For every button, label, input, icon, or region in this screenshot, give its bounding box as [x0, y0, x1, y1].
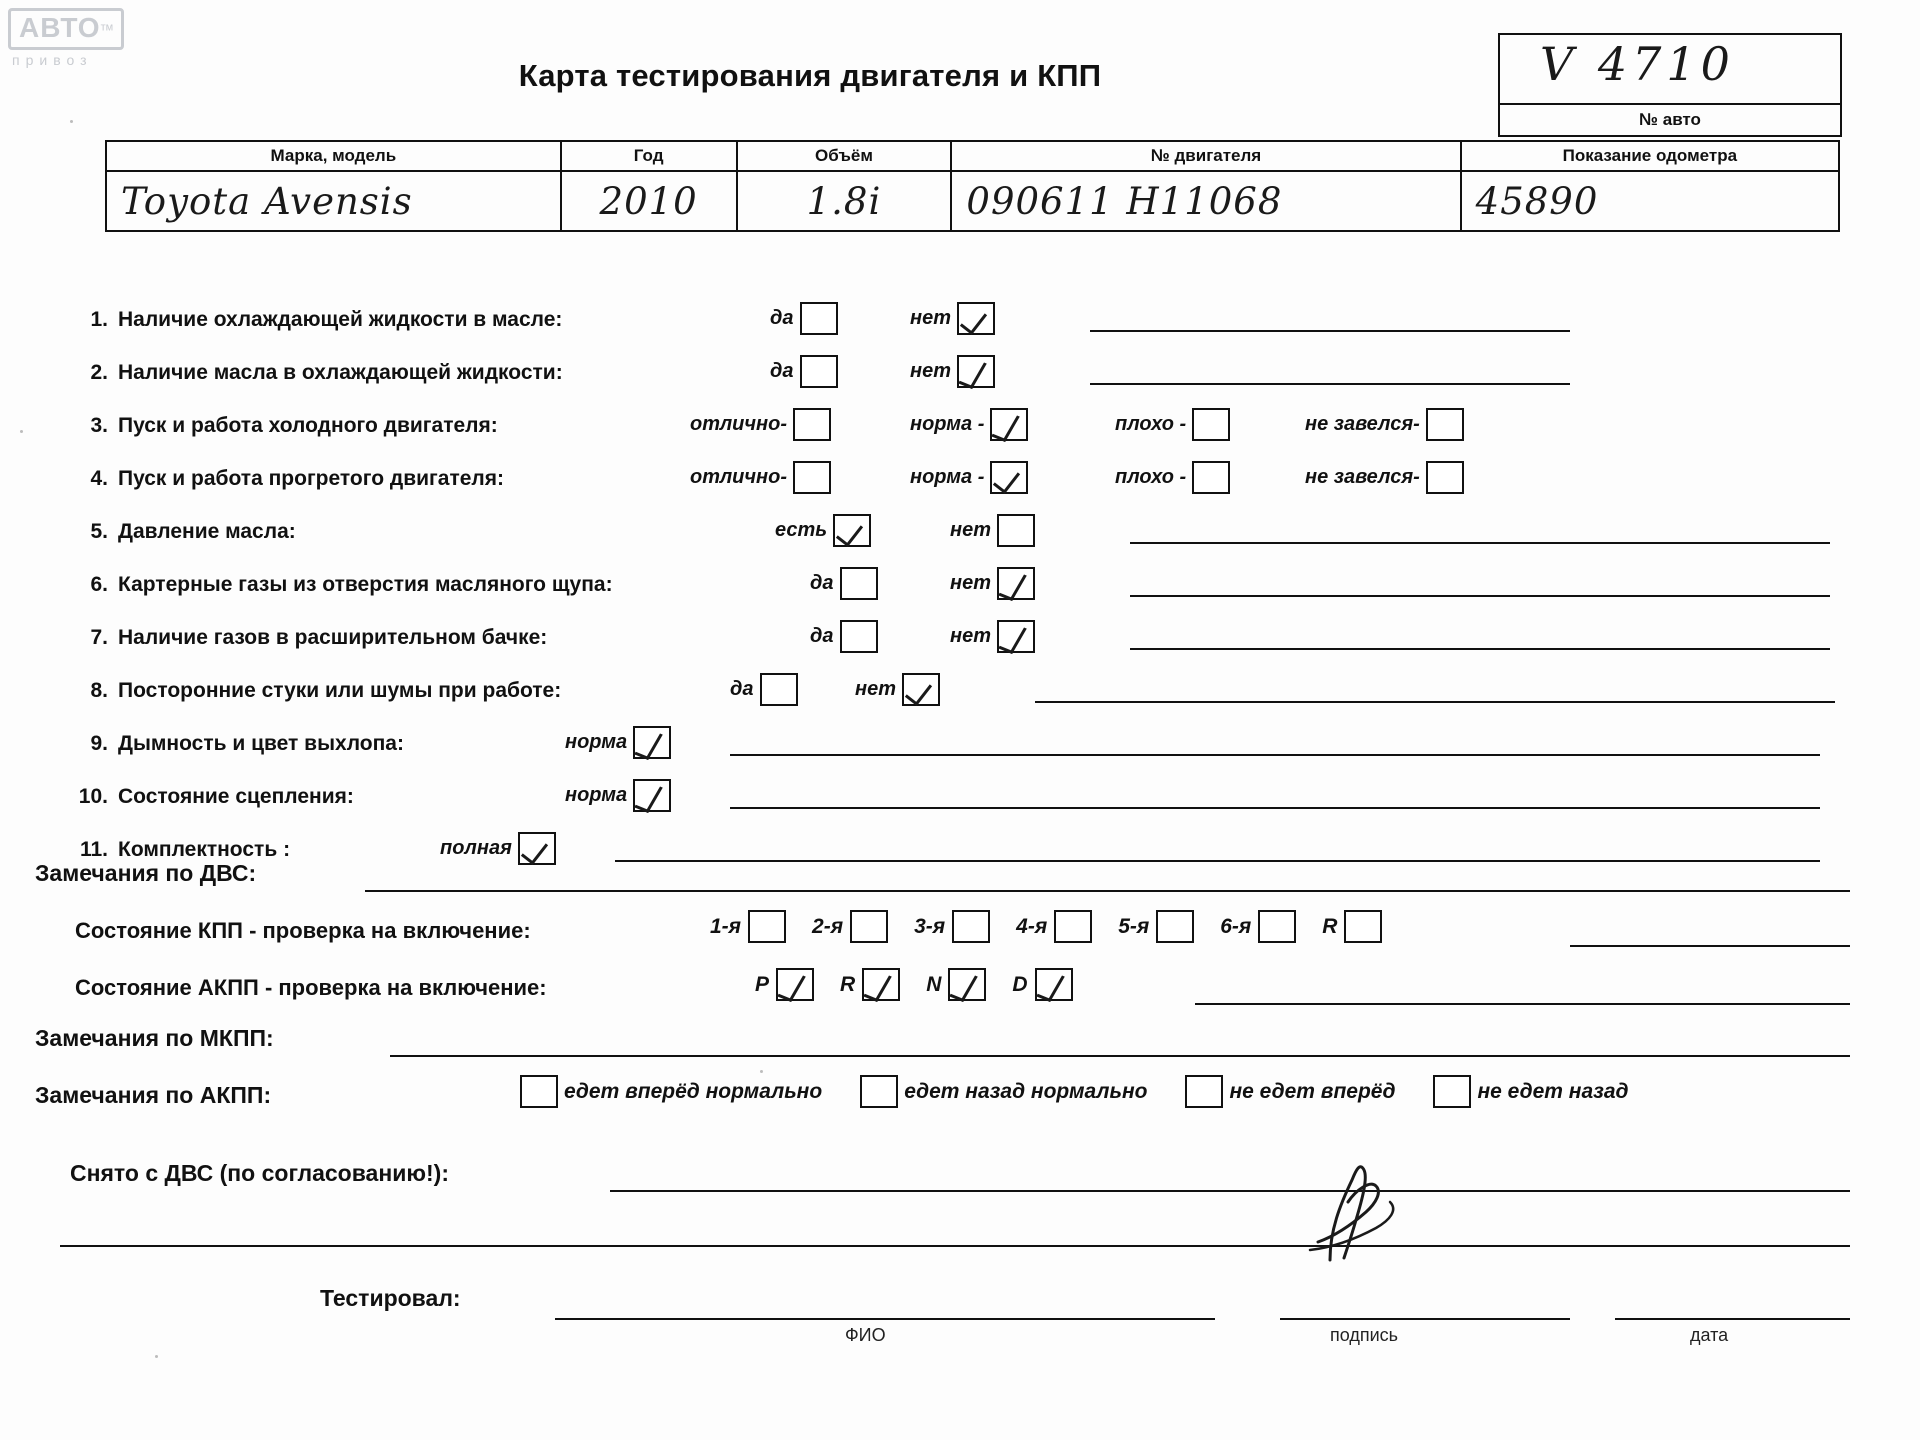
- row-label: Картерные газы из отверстия масляного щупа:: [118, 573, 613, 596]
- option-norma[interactable]: [565, 726, 671, 759]
- date-line[interactable]: [1615, 1318, 1850, 1320]
- table-value-row: [106, 171, 1839, 231]
- option-caption: не едет вперёд: [1229, 1079, 1396, 1103]
- removed-from-line-1[interactable]: [610, 1190, 1850, 1192]
- checkbox-est[interactable]: [833, 514, 871, 547]
- checklist-row: [70, 671, 1860, 724]
- row-label: Посторонние стуки или шумы при работе:: [118, 679, 562, 702]
- checklist-row: [70, 618, 1860, 671]
- akpp-remark-no-reverse[interactable]: [1433, 1075, 1628, 1108]
- option-net[interactable]: [855, 673, 940, 706]
- remarks-mkpp-label: Замечания по МКПП:: [35, 1025, 274, 1051]
- scan-speck: [20, 430, 23, 433]
- mkpp-gear-1[interactable]: [710, 910, 786, 943]
- col-header-engine-number: № двигателя: [951, 141, 1460, 171]
- akpp-remark-forward-ok[interactable]: [520, 1075, 822, 1108]
- mkpp-gear-group: [710, 910, 1408, 943]
- signature-line[interactable]: [1280, 1318, 1570, 1320]
- row-label: Комплектность :: [118, 838, 291, 861]
- option-net[interactable]: [910, 302, 995, 335]
- option-otlichno[interactable]: [690, 461, 831, 494]
- row-label: Наличие масла в охлаждающей жидкости:: [118, 361, 563, 384]
- akpp-gear-group: [755, 968, 1099, 1001]
- option-caption: не едет назад: [1477, 1079, 1629, 1103]
- checkbox-otlichno[interactable]: [793, 408, 831, 441]
- row-label: Пуск и работа прогретого двигателя:: [118, 467, 505, 490]
- option-da[interactable]: [770, 302, 838, 335]
- option-polnaya[interactable]: [440, 832, 556, 865]
- row-number: 5.: [90, 520, 108, 543]
- option-caption: едет вперёд нормально: [564, 1079, 823, 1103]
- option-da[interactable]: [810, 567, 878, 600]
- write-in-line[interactable]: [1090, 330, 1570, 332]
- option-caption: да: [810, 625, 834, 647]
- checklist-row: [70, 724, 1860, 777]
- gear-caption: 5-я: [1118, 914, 1150, 938]
- write-in-line[interactable]: [730, 807, 1820, 809]
- signature-caption: подпись: [1330, 1325, 1399, 1345]
- option-ne-zavelsya[interactable]: [1305, 408, 1464, 441]
- scan-speck: [760, 1070, 763, 1073]
- checkbox-ne-zavelsya[interactable]: [1426, 461, 1464, 494]
- removed-from-label: Снято с ДВС (по согласованию!):: [70, 1160, 449, 1186]
- mkpp-gear-6[interactable]: [1220, 910, 1296, 943]
- option-caption: нет: [950, 519, 991, 541]
- watermark-top-text: АВТО: [19, 12, 101, 43]
- row-number: 2.: [90, 361, 108, 384]
- row-number: 8.: [90, 679, 108, 702]
- checkbox-no-forward[interactable]: [1185, 1075, 1223, 1108]
- row-label: Давление масла:: [118, 520, 296, 543]
- option-da[interactable]: [770, 355, 838, 388]
- gear-caption: 3-я: [914, 914, 946, 938]
- checklist-row: [70, 300, 1860, 353]
- row-label: Состояние сцепления:: [118, 785, 354, 808]
- col-header-volume: Объём: [737, 141, 952, 171]
- checkbox-norma[interactable]: [990, 408, 1028, 441]
- option-caption: да: [730, 678, 754, 700]
- option-caption: нет: [910, 307, 951, 329]
- option-norma[interactable]: [565, 779, 671, 812]
- akpp-gear-d[interactable]: [1012, 968, 1072, 1001]
- option-caption: едет назад нормально: [904, 1079, 1148, 1103]
- checkbox-da[interactable]: [800, 355, 838, 388]
- row-number: 9.: [90, 732, 108, 755]
- checkbox-gear-6[interactable]: [1258, 910, 1296, 943]
- option-caption: норма -: [910, 466, 985, 488]
- checkbox-ne-zavelsya[interactable]: [1426, 408, 1464, 441]
- option-caption: нет: [855, 678, 896, 700]
- checkbox-net[interactable]: [997, 620, 1035, 653]
- remarks-dvs-line[interactable]: [365, 890, 1850, 892]
- gear-caption: N: [926, 972, 942, 996]
- value-volume: 1.8i: [737, 171, 952, 231]
- option-otlichno[interactable]: [690, 408, 831, 441]
- remarks-akpp-label: Замечания по АКПП:: [35, 1082, 272, 1108]
- checkbox-norma[interactable]: [633, 726, 671, 759]
- value-brand-model: Toyota Avensis: [106, 171, 561, 231]
- option-net[interactable]: [910, 355, 995, 388]
- checkbox-net[interactable]: [957, 302, 995, 335]
- checkbox-da[interactable]: [840, 567, 878, 600]
- scan-speck: [70, 120, 73, 123]
- option-caption: нет: [950, 572, 991, 594]
- page-title: Карта тестирования двигателя и КПП: [518, 58, 1102, 93]
- value-engine-number: 090611 Н11068: [951, 171, 1460, 231]
- row-number: 6.: [90, 573, 108, 596]
- akpp-gear-n[interactable]: [926, 968, 986, 1001]
- avtoprivoz-watermark: [8, 8, 168, 70]
- option-plokho[interactable]: [1115, 461, 1230, 494]
- option-caption: не завелся-: [1305, 466, 1420, 488]
- date-caption: дата: [1690, 1325, 1729, 1345]
- checkbox-norma[interactable]: [633, 779, 671, 812]
- option-da[interactable]: [810, 620, 878, 653]
- gear-caption: R: [840, 972, 856, 996]
- checkbox-gear-n[interactable]: [948, 968, 986, 1001]
- checkbox-gear-3[interactable]: [952, 910, 990, 943]
- option-da[interactable]: [730, 673, 798, 706]
- checklist-row: [70, 353, 1860, 406]
- watermark-bottom-text: привоз: [12, 52, 93, 68]
- row-label: Пуск и работа холодного двигателя:: [118, 414, 498, 437]
- remarks-mkpp-line[interactable]: [390, 1055, 1850, 1057]
- checklist-row: [70, 512, 1860, 565]
- fio-caption: ФИО: [845, 1325, 886, 1345]
- akpp-remark-reverse-ok[interactable]: [860, 1075, 1147, 1108]
- scan-speck: [155, 1355, 158, 1358]
- option-caption: норма: [565, 784, 628, 806]
- option-caption: не завелся-: [1305, 413, 1420, 435]
- option-caption: плохо -: [1115, 466, 1187, 488]
- row-label: Дымность и цвет выхлопа:: [118, 732, 404, 755]
- write-in-line[interactable]: [1090, 383, 1570, 385]
- fio-line[interactable]: [555, 1318, 1215, 1320]
- row-label: Наличие газов в расширительном бачке:: [118, 626, 548, 649]
- row-number: 3.: [90, 414, 108, 437]
- checkbox-plokho[interactable]: [1192, 461, 1230, 494]
- row-label: Наличие охлаждающей жидкости в масле:: [118, 308, 563, 331]
- auto-number-value-cell: [1500, 35, 1840, 105]
- mkpp-gear-r[interactable]: [1322, 910, 1382, 943]
- auto-number-block: [1498, 33, 1842, 137]
- gear-caption: 6-я: [1220, 914, 1252, 938]
- option-caption: да: [810, 572, 834, 594]
- watermark-tm-mark: тм: [100, 21, 114, 34]
- row-number: 11.: [79, 838, 108, 861]
- option-caption: есть: [775, 519, 828, 541]
- mkpp-gear-4[interactable]: [1016, 910, 1092, 943]
- checkbox-otlichno[interactable]: [793, 461, 831, 494]
- checkbox-da[interactable]: [800, 302, 838, 335]
- checklist-row: [70, 406, 1860, 459]
- gear-caption: 2-я: [812, 914, 844, 938]
- write-in-line[interactable]: [615, 860, 1820, 862]
- gear-caption: R: [1322, 914, 1338, 938]
- option-net[interactable]: [950, 514, 1035, 547]
- akpp-check-label: Состояние АКПП - проверка на включение:: [75, 975, 547, 1000]
- value-odometer: 45890: [1461, 171, 1839, 231]
- auto-number-handwritten: V 4710: [1540, 37, 1735, 91]
- vehicle-header-table: [105, 140, 1840, 232]
- checkbox-net[interactable]: [902, 673, 940, 706]
- option-caption: норма: [565, 731, 628, 753]
- checkbox-da[interactable]: [840, 620, 878, 653]
- akpp-gear-p[interactable]: [755, 968, 814, 1001]
- option-norma[interactable]: [910, 461, 1028, 494]
- removed-from-line-2[interactable]: [60, 1245, 1850, 1247]
- checkbox-gear-d[interactable]: [1035, 968, 1073, 1001]
- checkbox-net[interactable]: [997, 514, 1035, 547]
- option-est[interactable]: [775, 514, 871, 547]
- akpp-gear-r[interactable]: [840, 968, 900, 1001]
- signature-scribble: [1290, 1150, 1420, 1270]
- row-number: 1.: [90, 308, 108, 331]
- option-ne-zavelsya[interactable]: [1305, 461, 1464, 494]
- checkbox-gear-4[interactable]: [1054, 910, 1092, 943]
- checkbox-gear-5[interactable]: [1156, 910, 1194, 943]
- checkbox-gear-r[interactable]: [1344, 910, 1382, 943]
- checkbox-gear-2[interactable]: [850, 910, 888, 943]
- auto-number-label: № авто: [1639, 110, 1701, 129]
- row-number: 4.: [90, 467, 108, 490]
- gear-caption: P: [755, 972, 770, 996]
- gear-caption: 4-я: [1016, 914, 1048, 938]
- mkpp-gear-5[interactable]: [1118, 910, 1194, 943]
- table-header-row: [106, 141, 1839, 171]
- option-caption: плохо -: [1115, 413, 1187, 435]
- write-in-line[interactable]: [1130, 595, 1830, 597]
- write-in-line[interactable]: [1130, 648, 1830, 650]
- option-caption: отлично-: [690, 413, 788, 435]
- write-in-line[interactable]: [1035, 701, 1835, 703]
- option-caption: нет: [950, 625, 991, 647]
- option-caption: нет: [910, 360, 951, 382]
- option-plokho[interactable]: [1115, 408, 1230, 441]
- checkbox-net[interactable]: [997, 567, 1035, 600]
- option-caption: да: [770, 360, 794, 382]
- checkbox-norma[interactable]: [990, 461, 1028, 494]
- engine-checklist: [70, 300, 1860, 883]
- write-in-line[interactable]: [1130, 542, 1830, 544]
- col-header-odometer: Показание одометра: [1461, 141, 1839, 171]
- option-caption: отлично-: [690, 466, 788, 488]
- checkbox-net[interactable]: [957, 355, 995, 388]
- write-in-line[interactable]: [730, 754, 1820, 756]
- value-year: 2010: [561, 171, 737, 231]
- option-caption: полная: [440, 837, 512, 859]
- checkbox-gear-r[interactable]: [862, 968, 900, 1001]
- mkpp-write-in-line[interactable]: [1570, 945, 1850, 947]
- checkbox-gear-1[interactable]: [748, 910, 786, 943]
- mkpp-check-label: Состояние КПП - проверка на включение:: [75, 918, 531, 943]
- checkbox-no-reverse[interactable]: [1433, 1075, 1471, 1108]
- option-net[interactable]: [950, 567, 1035, 600]
- checkbox-reverse-ok[interactable]: [860, 1075, 898, 1108]
- remarks-dvs-label: Замечания по ДВС:: [35, 860, 257, 886]
- checklist-row: [70, 777, 1860, 830]
- option-caption: норма -: [910, 413, 985, 435]
- gear-caption: D: [1012, 972, 1028, 996]
- checkbox-da[interactable]: [760, 673, 798, 706]
- option-caption: да: [770, 307, 794, 329]
- row-number: 7.: [90, 626, 108, 649]
- col-header-year: Год: [561, 141, 737, 171]
- gear-caption: 1-я: [710, 914, 742, 938]
- col-header-brand: Марка, модель: [106, 141, 561, 171]
- mkpp-gear-3[interactable]: [914, 910, 990, 943]
- option-norma[interactable]: [910, 408, 1028, 441]
- option-net[interactable]: [950, 620, 1035, 653]
- checklist-row: [70, 830, 1860, 883]
- checkbox-polnaya[interactable]: [518, 832, 556, 865]
- row-number: 10.: [78, 785, 108, 808]
- akpp-remark-options: [520, 1075, 1667, 1108]
- checkbox-plokho[interactable]: [1192, 408, 1230, 441]
- checkbox-forward-ok[interactable]: [520, 1075, 558, 1108]
- tested-by-label: Тестировал:: [320, 1285, 461, 1311]
- checkbox-gear-p[interactable]: [776, 968, 814, 1001]
- checklist-row: [70, 459, 1860, 512]
- checklist-row: [70, 565, 1860, 618]
- akpp-write-in-line[interactable]: [1195, 1003, 1850, 1005]
- akpp-remark-no-forward[interactable]: [1185, 1075, 1395, 1108]
- mkpp-gear-2[interactable]: [812, 910, 888, 943]
